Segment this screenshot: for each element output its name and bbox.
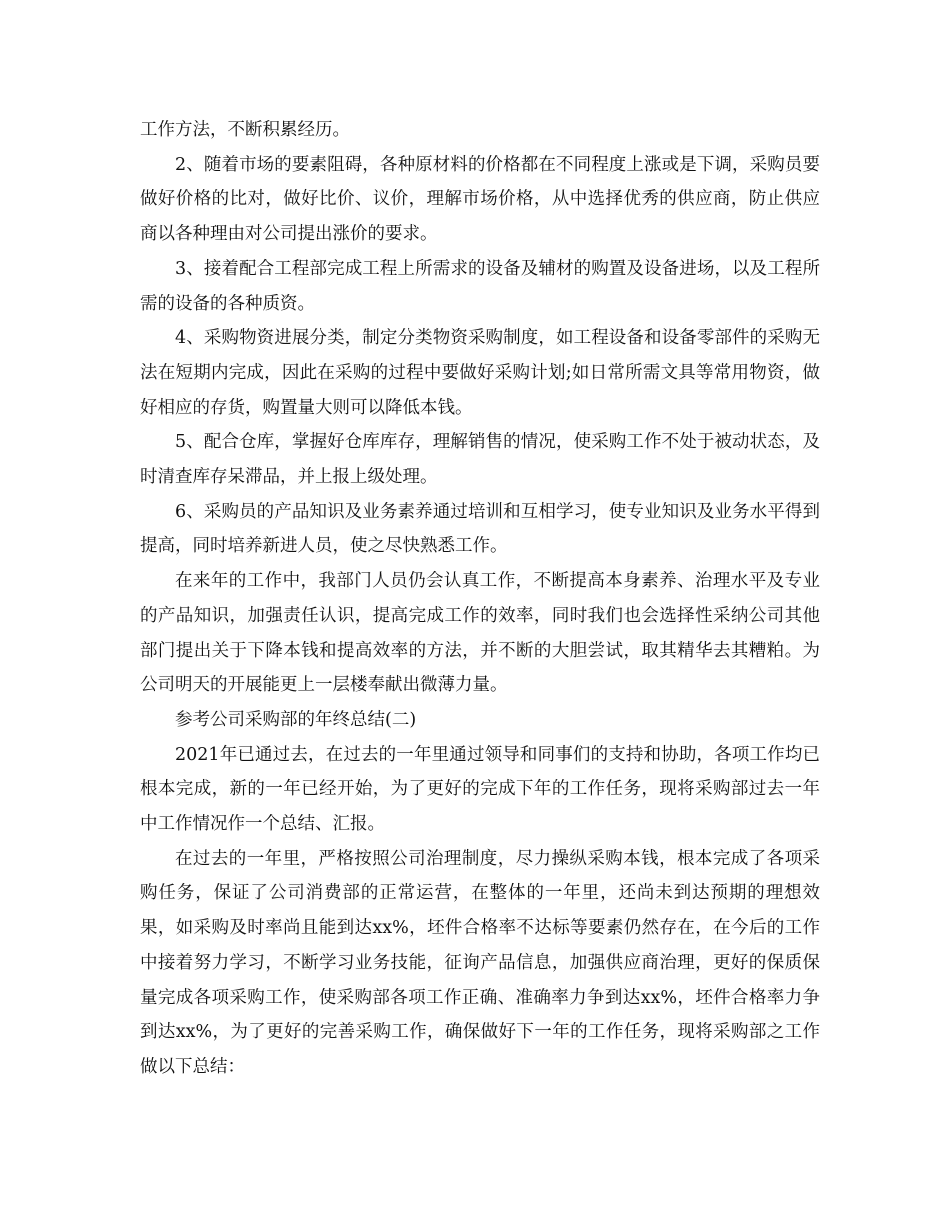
paragraph-2: 2、随着市场的要素阻碍，各种原材料的价格都在不同程度上涨或是下调，采购员要做好价格的比对，做好比价、议价，理解市场价格，从中选择优秀的供应商，防止供应商以各种理由对公司提出涨价的要求。 xyxy=(140,154,820,245)
paragraph-8: 2021年已通过去，在过去的一年里通过领导和同事们的支持和协助，各项工作均已根本完成，新的一年已经开始，为了更好的完成下年的工作任务，现将采购部过去一年中工作情况作一个总结、汇报。 xyxy=(140,744,820,835)
paragraph-4: 4、采购物资进展分类，制定分类物资采购制度，如工程设备和设备零部件的采购无法在短期内完成，因此在采购的过程中要做好采购计划;如日常所需文具等常用物资，做好相应的存货，购置量大则可以降低本钱。 xyxy=(140,328,820,418)
paragraph-9: 在过去的一年里，严格按照公司治理制度，尽力操纵采购本钱，根本完成了各项采购任务，保证了公司消费部的正常运营，在整体的一年里，还尚未到达预期的理想效果，如采购及时率尚且能到达xx%，坯件合格率不达标等要素仍然存在，在今后的工作中接着努力学习，不断学习业务技能，征询产品信息，加强供应商治理，更好的保质保量完成各项采购工作，使采购部各项工作正确、准确率力争到达xx%，坯件合格率力争到达xx%，为了更好的完善采购工作，确保做好下一年的工作任务，现将采购部之工作做以下总结： xyxy=(140,848,820,1077)
section-heading: 参考公司采购部的年终总结(二) xyxy=(175,709,417,730)
paragraph-7: 在来年的工作中，我部门人员仍会认真工作，不断提高本身素养、治理水平及专业的产品知识，加强责任认识，提高完成工作的效率，同时我们也会选择性采纳公司其他部门提出关于下降本钱和提高效率的方法，并不断的大胆尝试，取其精华去其糟粕。为公司明天的开展能更上一层楼奉献出微薄力量。 xyxy=(140,571,820,696)
paragraph-6: 6、采购员的产品知识及业务素养通过培训和互相学习，使专业知识及业务水平得到提高，同时培养新进人员，使之尽快熟悉工作。 xyxy=(140,501,820,557)
document-page xyxy=(140,113,820,1085)
paragraph-3: 3、接着配合工程部完成工程上所需求的设备及辅材的购置及设备进场，以及工程所需的设备的各种质资。 xyxy=(140,258,820,314)
paragraph-1: 工作方法，不断积累经历。 xyxy=(140,120,350,140)
paragraph-5: 5、配合仓库，掌握好仓库库存，理解销售的情况，使采购工作不处于被动状态，及时清查库存呆滞品，并上报上级处理。 xyxy=(140,432,820,488)
